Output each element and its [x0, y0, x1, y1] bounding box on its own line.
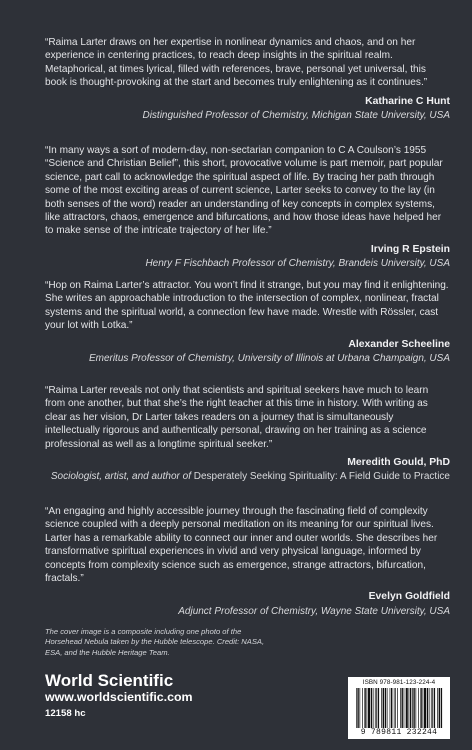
barcode-bars-icon	[355, 688, 443, 728]
endorsement-4	[45, 384, 450, 484]
product-code: 12158 hc	[45, 708, 86, 719]
barcode-bar	[429, 688, 430, 728]
barcode-bar	[371, 688, 372, 728]
barcode-bar	[406, 688, 408, 728]
barcode-bar	[360, 688, 361, 728]
endorsement-author: Meredith Gould, PhD	[347, 457, 450, 469]
barcode-bar	[367, 688, 368, 728]
barcode-bar	[439, 688, 440, 728]
barcode-bar	[362, 688, 363, 728]
barcode-bar	[378, 688, 379, 728]
barcode-bar	[387, 688, 388, 728]
affiliation-prefix: Sociologist, artist, and author of	[50, 471, 191, 483]
barcode-bar	[434, 688, 435, 728]
isbn-barcode	[348, 677, 450, 739]
barcode-bar	[381, 688, 382, 728]
barcode-bar	[394, 688, 395, 728]
endorsement-affiliation: Distinguished Professor of Chemistry, Michigan State University, USA	[142, 110, 450, 122]
barcode-bar	[431, 688, 432, 728]
publisher-url: www.worldscientific.com	[45, 690, 193, 704]
endorsement-author: Irving R Epstein	[370, 243, 450, 255]
publisher-block	[45, 672, 193, 721]
book-title: Desperately Seeking Spirituality: A Field Guide to Practice	[193, 471, 450, 483]
endorsement-author: Alexander Scheeline	[348, 338, 450, 350]
endorsement-1	[45, 36, 450, 122]
endorsement-quote: “An engaging and highly accessible journey through the fascinating field of complexity science coupled with a deeply personal meditation on its meaning for our spiritual lives. Larter has a remarkable ability to connect our inner and outer worlds. She describes her transformative spiritual experiences in vivid and very physical language, informed by concepts from complexity science such as emergence, strange attractors, bifurcation, fractals.”	[45, 506, 438, 585]
barcode-bar	[413, 688, 414, 728]
endorsement-affiliation	[45, 470, 450, 483]
barcode-bar	[423, 688, 424, 728]
barcode-bar	[409, 688, 410, 728]
publisher-name: World Scientific	[45, 671, 174, 690]
barcode-bar	[376, 688, 377, 728]
endorsement-quote: “Raima Larter reveals not only that scientists and spiritual seekers have much to learn from one another, but that she’s the right teacher at this time in history. With writing as clear as her vision, Dr Larter takes readers on a journey that is simultaneously intellectually rigorous and authentically personal, drawing on her training as a science professional as well as a longtime spiritual seeker.”	[45, 385, 429, 450]
endorsement-author: Evelyn Goldfield	[368, 591, 450, 603]
barcode-bar	[437, 688, 438, 728]
barcode-bar	[364, 688, 365, 728]
barcode-bar	[373, 688, 374, 728]
barcode-bar	[400, 688, 401, 728]
endorsement-5	[45, 505, 450, 618]
endorsement-quote: “Raima Larter draws on her expertise in nonlinear dynamics and chaos, and on her experience in centering practices, to reach deep insights in the spiritual realm. Metaphorical, at times lyrical, filled with references, brave, personal yet universal, this book is thought-provoking at the start and becomes truly enlightening as it continues.”	[45, 37, 428, 89]
endorsement-3	[45, 279, 450, 365]
barcode-bar	[410, 688, 411, 728]
barcode-bar	[418, 688, 419, 728]
barcode-bar	[383, 688, 384, 728]
barcode-bar	[424, 688, 426, 728]
endorsement-quote: “Hop on Raima Larter’s attractor. You won’t find it strange, but you may find it enlightening. She writes an approachable introduction to the intersection of complex, nonlinear, fractal systems and the spiritual world, a connection few have made. Wrestle with Rössler, cast your lot with Lotka.”	[45, 280, 449, 332]
barcode-bar	[390, 688, 391, 728]
cover-image-credit: The cover image is a composite including one photo of the Horsehead Nebula taken by the Hubble telescope. Credit: NASA, ESA, and the Hubble Heritage Team.	[45, 627, 265, 657]
barcode-bar	[402, 688, 403, 728]
barcode-bar	[385, 688, 386, 728]
endorsement-affiliation: Emeritus Professor of Chemistry, University of Illinois at Urbana Champaign, USA	[88, 353, 450, 365]
barcode-bar	[391, 688, 392, 728]
barcode-bar	[395, 688, 396, 728]
barcode-bar	[427, 688, 428, 728]
endorsement-affiliation: Henry F Fischbach Professor of Chemistry, Brandeis University, USA	[145, 258, 450, 270]
barcode-bar	[420, 688, 421, 728]
barcode-bar	[356, 688, 357, 728]
endorsement-affiliation: Adjunct Professor of Chemistry, Wayne State University, USA	[178, 605, 450, 617]
barcode-bar	[441, 688, 442, 728]
barcode-bar	[375, 688, 376, 728]
endorsement-author: Katharine C Hunt	[365, 95, 450, 107]
barcode-bar	[397, 688, 398, 728]
barcode-digits: 9 789811 232244	[360, 728, 438, 737]
endorsement-quote: “In many ways a sort of modern-day, non-sectarian companion to C A Coulson’s 1955 “Science and Christian Belief”, this short, provocative volume is part memoir, part popular science, part call to acknowledge the spiritual aspect of life. By tracing her path through some of the most exciting areas of current science, Larter seeks to convey to the lay (in both senses of the word) reader an understanding of key concepts in complex systems, like attractors, chaos, emergence and bifurcations, and how those ideas have helped her to make sense of the intricate trajectory of her life.”	[45, 145, 443, 237]
barcode-bar	[432, 688, 433, 728]
isbn-number: ISBN 978-981-123-224-4	[362, 679, 436, 686]
barcode-bar	[357, 688, 358, 728]
barcode-bar	[404, 688, 405, 728]
barcode-bar	[416, 688, 417, 728]
endorsement-2	[45, 144, 450, 271]
barcode-bar	[368, 688, 370, 728]
barcode-bar	[412, 688, 413, 728]
